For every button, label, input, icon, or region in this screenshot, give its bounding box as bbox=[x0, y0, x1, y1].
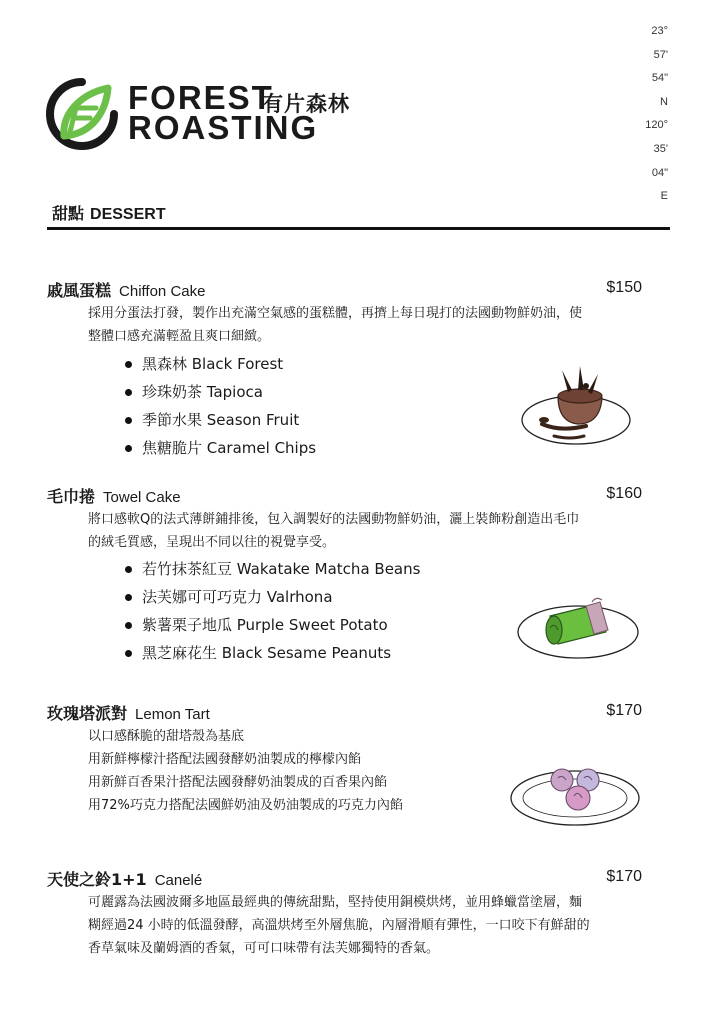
flavor-list-chiffon bbox=[124, 350, 316, 462]
coord-lon-min: 35' bbox=[653, 142, 668, 155]
brand-name-chinese: 有片森林 bbox=[262, 92, 350, 116]
section-divider bbox=[47, 227, 670, 230]
item-price-canele: $170 bbox=[606, 868, 642, 885]
flavor-item: 法芙娜可可巧克力 Valrhona bbox=[124, 583, 420, 611]
item-title-towel bbox=[47, 484, 181, 507]
item-name-cn: 天使之鈴1+1 bbox=[47, 870, 147, 889]
flavor-item: 季節水果 Season Fruit bbox=[124, 406, 316, 434]
item-title-tart bbox=[47, 701, 210, 724]
desc-line: 用72%巧克力搭配法國鮮奶油及奶油製成的巧克力內餡 bbox=[88, 798, 403, 813]
item-price-towel: $160 bbox=[606, 485, 642, 502]
item-name-en: Canelé bbox=[154, 872, 203, 889]
brand-name-line1: FOREST bbox=[128, 79, 274, 116]
flavor-item: 若竹抹茶紅豆 Wakatake Matcha Beans bbox=[124, 555, 420, 583]
towel-cake-illustration-icon bbox=[516, 594, 640, 662]
section-title-en: DESSERT bbox=[90, 206, 166, 223]
desc-line: 採用分蛋法打發，製作出充滿空氣感的蛋糕體，再擠上每日現打的法國動物鮮奶油，使 bbox=[88, 306, 583, 321]
flavor-item: 紫薯栗子地瓜 Purple Sweet Potato bbox=[124, 611, 420, 639]
item-name-cn: 玫瑰塔派對 bbox=[47, 704, 128, 723]
section-title-cn: 甜點 bbox=[52, 204, 85, 223]
desc-line: 用新鮮檸檬汁搭配法國發酵奶油製成的檸檬內餡 bbox=[88, 752, 362, 767]
desc-line: 用新鮮百香果汁搭配法國發酵奶油製成的百香果內餡 bbox=[88, 775, 388, 790]
item-title-chiffon bbox=[47, 278, 205, 301]
desc-line: 整體口感充滿輕盈且爽口細緻。 bbox=[88, 329, 271, 344]
item-title-canele bbox=[47, 867, 202, 890]
desc-line: 以口感酥脆的甜塔殼為基底 bbox=[88, 729, 245, 744]
item-name-cn: 毛巾捲 bbox=[47, 487, 96, 506]
section-title bbox=[52, 201, 166, 224]
flavor-item: 黑森林 Black Forest bbox=[124, 350, 316, 378]
item-desc-towel bbox=[88, 508, 648, 554]
coord-lon-deg: 120° bbox=[645, 119, 668, 132]
coord-lat-min: 57' bbox=[653, 48, 668, 61]
item-price-chiffon: $150 bbox=[606, 279, 642, 296]
item-name-en: Lemon Tart bbox=[135, 706, 210, 723]
coord-lat-sec: 54" bbox=[651, 72, 668, 85]
coord-lon-dir: E bbox=[660, 190, 668, 203]
coord-lat-deg: 23° bbox=[651, 25, 668, 37]
desc-line: 的絨毛質感，呈現出不同以往的視覺享受。 bbox=[88, 535, 336, 550]
chiffon-cake-illustration-icon bbox=[520, 362, 632, 446]
item-name-en: Towel Cake bbox=[103, 489, 181, 506]
brand-name-line2: ROASTING bbox=[128, 109, 319, 146]
desc-line: 將口感軟Q的法式薄餅鋪排後，包入調製好的法國動物鮮奶油，灑上裝飾粉創造出毛巾 bbox=[88, 512, 580, 527]
flavor-item: 焦糖脆片 Caramel Chips bbox=[124, 434, 316, 462]
forest-roasting-logo-icon bbox=[46, 78, 118, 150]
item-price-tart: $170 bbox=[606, 702, 642, 719]
flavor-item: 珍珠奶茶 Tapioca bbox=[124, 378, 316, 406]
item-desc-chiffon bbox=[88, 302, 648, 348]
desc-line: 可麗露為法國波爾多地區最經典的傳統甜點，堅持使用銅模烘烤，並用蜂蠟當塗層，麵 bbox=[88, 895, 583, 910]
coord-lon-sec: 04" bbox=[651, 166, 668, 179]
item-name-cn: 戚風蛋糕 bbox=[47, 281, 112, 300]
desc-line: 糊經過24 小時的低溫發酵，高溫烘烤至外層焦脆，內層滑順有彈性，一口咬下有鮮甜的 bbox=[88, 918, 590, 933]
tart-illustration-icon bbox=[508, 762, 642, 828]
coordinates-column bbox=[628, 20, 668, 209]
desc-line: 香草氣味及蘭姆酒的香氣，可可口味帶有法芙娜獨特的香氣。 bbox=[88, 941, 440, 956]
item-desc-canele bbox=[88, 891, 648, 960]
coord-lat-dir: N bbox=[660, 95, 668, 108]
flavor-list-towel bbox=[124, 555, 420, 667]
flavor-item: 黑芝麻花生 Black Sesame Peanuts bbox=[124, 639, 420, 667]
item-name-en: Chiffon Cake bbox=[119, 283, 206, 300]
